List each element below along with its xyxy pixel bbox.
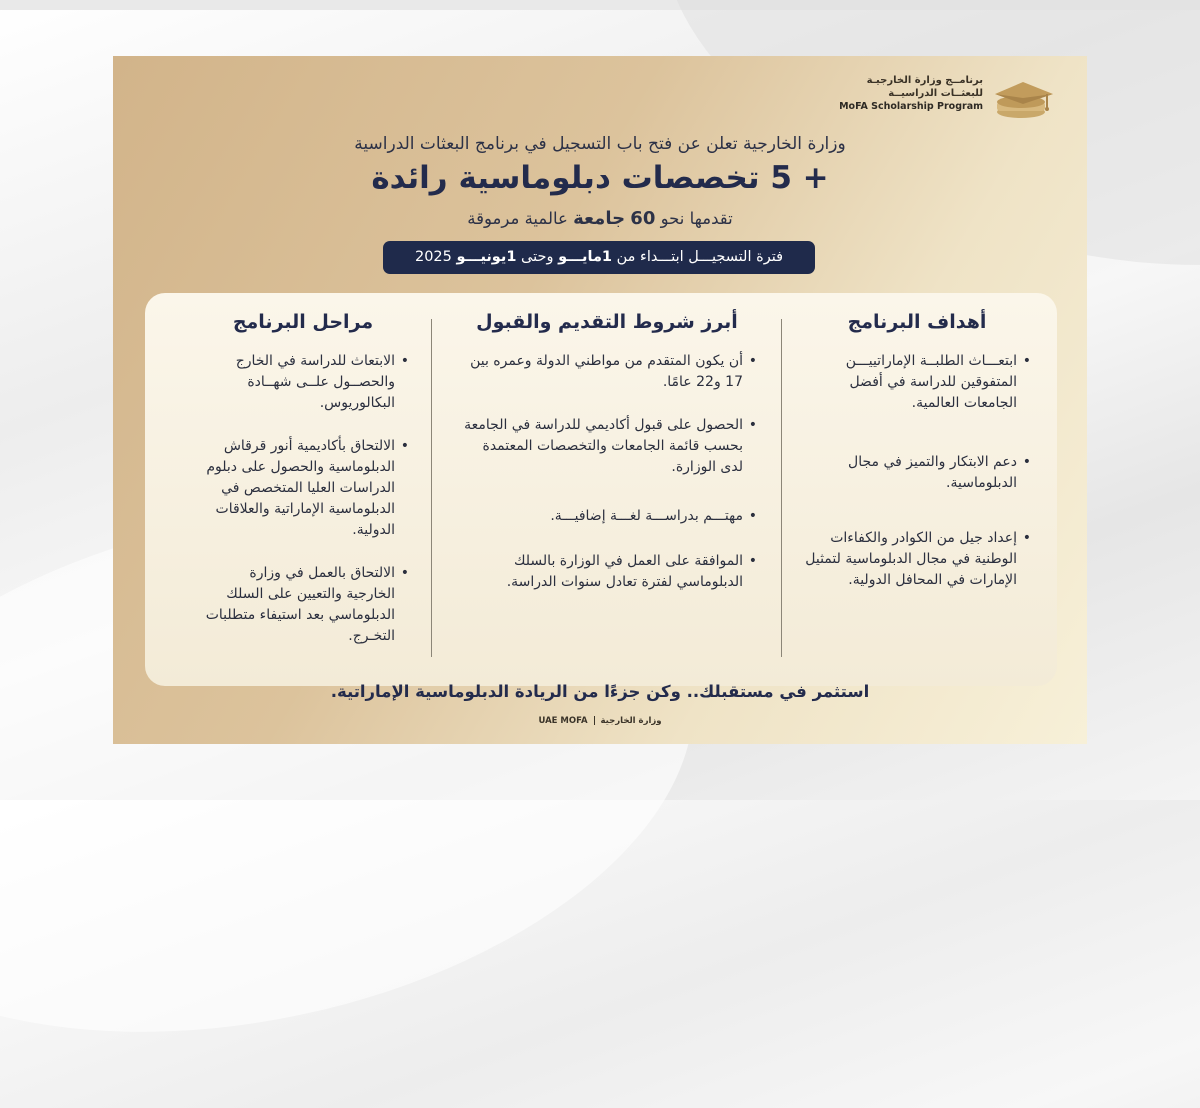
logo-english: MoFA Scholarship Program [839, 101, 983, 112]
logo-arabic-line2: للبعثــات الدراسيــة [888, 88, 983, 99]
intro-text: وزارة الخارجية تعلن عن فتح باب التسجيل في برنامج البعثات الدراسية [354, 134, 846, 154]
requirements-item: • مهتـــم بدراســـة لغـــة إضافيـــة. [457, 506, 757, 527]
period-end: 1يونيـــو [456, 249, 517, 265]
slogan: استثمر في مستقبلك.. وكن جزءًا من الريادة الدبلوماسية الإماراتية. [330, 682, 870, 701]
period-year: 2025 [414, 249, 452, 265]
subline-bold: جامعة [573, 208, 626, 229]
goals-list [803, 351, 1031, 591]
footer-org-ar: وزارة الخارجية [600, 716, 662, 726]
subline-prefix: تقدمها نحو [660, 209, 733, 228]
logo-arabic-line1: برنامــج وزارة الخارجيـة [866, 75, 983, 86]
graduation-cap-icon [991, 74, 1057, 120]
period-prefix: فترة التسجيـــل ابتـــداء من [616, 249, 784, 265]
stages-item: • الالتحاق بأكاديمية أنور قرقاش الدبلوماسية والحصول على دبلوم الدراسات العليا المتخصص في الدبلوماسية الإماراتية والعلاقات الدولية. [197, 436, 409, 541]
requirements-item: • الموافقة على العمل في الوزارة بالسلك الدبلوماسي لفترة تعادل سنوات الدراسة. [457, 551, 757, 593]
requirements-item: • الحصول على قبول أكاديمي للدراسة في الجامعة بحسب قائمة الجامعات والتخصصات المعتمدة لدى الوزارة. [457, 415, 757, 478]
info-card [145, 293, 1057, 686]
requirements-title: أبرز شروط التقديم والقبول [476, 311, 738, 333]
requirements-column [457, 311, 757, 615]
stages-list [197, 351, 409, 647]
logo-text [839, 74, 983, 112]
goals-item: • ابتعـــاث الطلبــة الإماراتييـــن المتفوقين للدراسة في أفضل الجامعات العالمية. [803, 351, 1031, 414]
goals-item: • إعداد جيل من الكوادر والكفاءات الوطنية في مجال الدبلوماسية لتمثيل الإمارات في المحافل الدولية. [803, 528, 1031, 591]
subline [113, 208, 1087, 229]
column-divider [781, 319, 782, 657]
headline: + 5 تخصصات دبلوماسية رائدة [371, 160, 829, 196]
requirements-list [457, 351, 757, 593]
goals-item: • دعم الابتكار والتميز في مجال الدبلوماسية. [803, 452, 1031, 494]
subline-suffix: عالمية مرموقة [467, 209, 568, 228]
program-logo [837, 72, 1057, 122]
stages-column [197, 311, 409, 669]
stages-title: مراحل البرنامج [232, 311, 374, 333]
column-divider [431, 319, 432, 657]
goals-column [803, 311, 1031, 613]
footer-separator [594, 716, 595, 725]
registration-period-badge [383, 241, 815, 274]
goals-title: أهداف البرنامج [847, 311, 987, 333]
subline-count: 60 [630, 208, 656, 229]
announcement-poster [113, 56, 1087, 744]
period-start: 1مايـــو [558, 249, 613, 265]
stages-item: • الابتعاث للدراسة في الخارج والحصــول علــى شهــادة البكالوريوس. [197, 351, 409, 414]
period-mid: وحتى [521, 249, 554, 265]
footer-org [113, 716, 1087, 726]
requirements-item: • أن يكون المتقدم من مواطني الدولة وعمره بين 17 و22 عامًا. [457, 351, 757, 393]
stages-item: • الالتحاق بالعمل في وزارة الخارجية والتعيين على السلك الدبلوماسي بعد استيفاء متطلبات التخـرج. [197, 563, 409, 647]
footer-org-en: UAE MOFA [538, 716, 588, 726]
